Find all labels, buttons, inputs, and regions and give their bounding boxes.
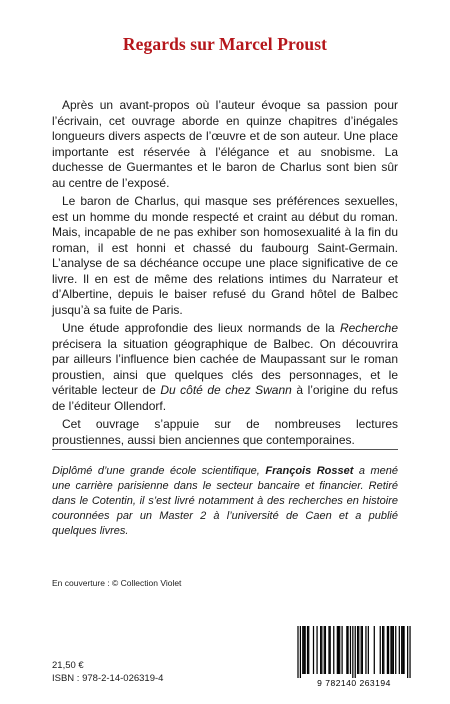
book-title: Regards sur Marcel Proust <box>122 34 328 54</box>
p3-italic-swann: Du côté de chez Swann <box>160 383 292 397</box>
barcode-bar <box>382 626 383 674</box>
barcode-bar <box>409 626 410 678</box>
barcode-bar <box>355 626 356 678</box>
barcode-bar <box>361 626 362 674</box>
barcode-bar <box>392 626 393 674</box>
blurb-paragraph-4: Cet ouvrage s’appuie sur de nombreuses lectures proustiennes, aussi bien anciennes que contemporaines. <box>52 417 398 447</box>
barcode-bar <box>380 626 381 674</box>
barcode-bar <box>362 626 363 674</box>
barcode-bar <box>368 626 369 674</box>
barcode-bar <box>357 626 358 674</box>
barcode-bar <box>388 626 389 674</box>
barcode-digits: 9 782140 263194 <box>317 678 391 688</box>
barcode-bar <box>402 626 403 674</box>
barcode-bar <box>308 626 309 674</box>
barcode-bar <box>337 626 338 674</box>
barcode-bar <box>316 626 317 674</box>
blurb-paragraph-3 <box>52 321 398 414</box>
barcode-bar <box>341 626 342 674</box>
barcode-bar <box>339 626 340 674</box>
barcode-bar <box>302 626 303 674</box>
author-bio <box>52 464 398 539</box>
isbn: ISBN : 978-2-14-026319-4 <box>52 673 164 684</box>
barcode-bar <box>305 626 306 674</box>
p3-italic-recherche: Recherche <box>339 321 398 335</box>
barcode-bar <box>358 626 359 674</box>
barcode-bar <box>328 626 329 674</box>
barcode-bar <box>393 626 394 674</box>
p3-text-c: à l’origine du refus de l’éditeur Ollendorf. <box>52 383 399 413</box>
barcode-bar <box>303 626 304 674</box>
bio-text-a: Diplômé d’une grande école scientifique, <box>52 465 266 477</box>
blurb-paragraph-1: Après un avant-propos où l’auteur évoque sa passion pour l’écrivain, cet ouvrage aborde en quinze chapitres d’inégales longueurs divers aspects de l’œuvre et de son auteur. Une place importante est réservée à l’élégance et au snobisme. La duchesse de Guermantes et le baron de Charlus sont bien sûr au centre de l’exposé. <box>52 98 398 190</box>
barcode-bar <box>333 626 334 674</box>
p3-text-a: Une étude approfondie des lieux normands de la <box>62 321 340 335</box>
barcode-bar <box>324 626 325 674</box>
barcode-bar <box>395 626 396 674</box>
barcode-bar <box>387 626 388 674</box>
barcode-bar <box>383 626 384 674</box>
barcode-bar <box>401 626 402 674</box>
barcode-bar <box>365 626 366 674</box>
barcode-bar <box>313 626 314 674</box>
cover-credit: En couverture : © Collection Violet <box>52 578 182 588</box>
barcode-bar <box>321 626 322 674</box>
barcode-bar <box>330 626 331 674</box>
blurb-paragraph-2: Le baron de Charlus, qui masque ses préférences sexuelles, est un homme du monde respecté et craint au début du roman. Mais, incapable de ne pas exhiber son homosexualité à la fin du roman, il est honni et chassé du faubourg Saint-Germain. L’analyse de sa déchéance occupe une place significative de ce livre. Il en est de même des relations intimes du Narrateur et d’Albertine, depuis le baiser refusé du Grand hôtel de Balbec jusqu’à sa fuite de Paris. <box>52 194 398 317</box>
barcode-bar <box>350 626 351 674</box>
barcode-bar <box>338 626 339 674</box>
barcode-bar <box>347 626 348 674</box>
barcode-bar <box>374 626 375 674</box>
divider-line <box>52 449 398 450</box>
barcode-bar <box>403 626 404 674</box>
barcode-bar <box>300 626 301 678</box>
barcode-bar <box>346 626 347 674</box>
barcode-bar <box>320 626 321 674</box>
barcode <box>295 626 413 688</box>
blurb <box>52 98 398 451</box>
bio-text-b: a mené une carrière parisienne dans le secteur bancaire et financier. Retiré dans le Cotentin, il s’est livré notamment à des recherches en histoire couronnées par un Master 2 à l’université de Caen et a publié quelques livres. <box>52 465 399 537</box>
barcode-bar <box>352 626 353 678</box>
barcode-bar <box>307 626 308 674</box>
author-name: François Rosset <box>265 465 354 477</box>
barcode-bars <box>295 626 413 678</box>
barcode-bar <box>407 626 408 678</box>
barcode-bar <box>325 626 326 674</box>
p3-text-b: précisera la situation géographique de Balbec. On découvrira par ailleurs l’influence bien cachée de Maupassant sur le roman proustien, ainsi que quelques clés des personnages, et le véritable lecteur de <box>52 336 398 397</box>
barcode-bar <box>297 626 298 678</box>
barcode-bar <box>390 626 391 674</box>
barcode-bar <box>399 626 400 674</box>
price: 21,50 € <box>52 660 84 671</box>
